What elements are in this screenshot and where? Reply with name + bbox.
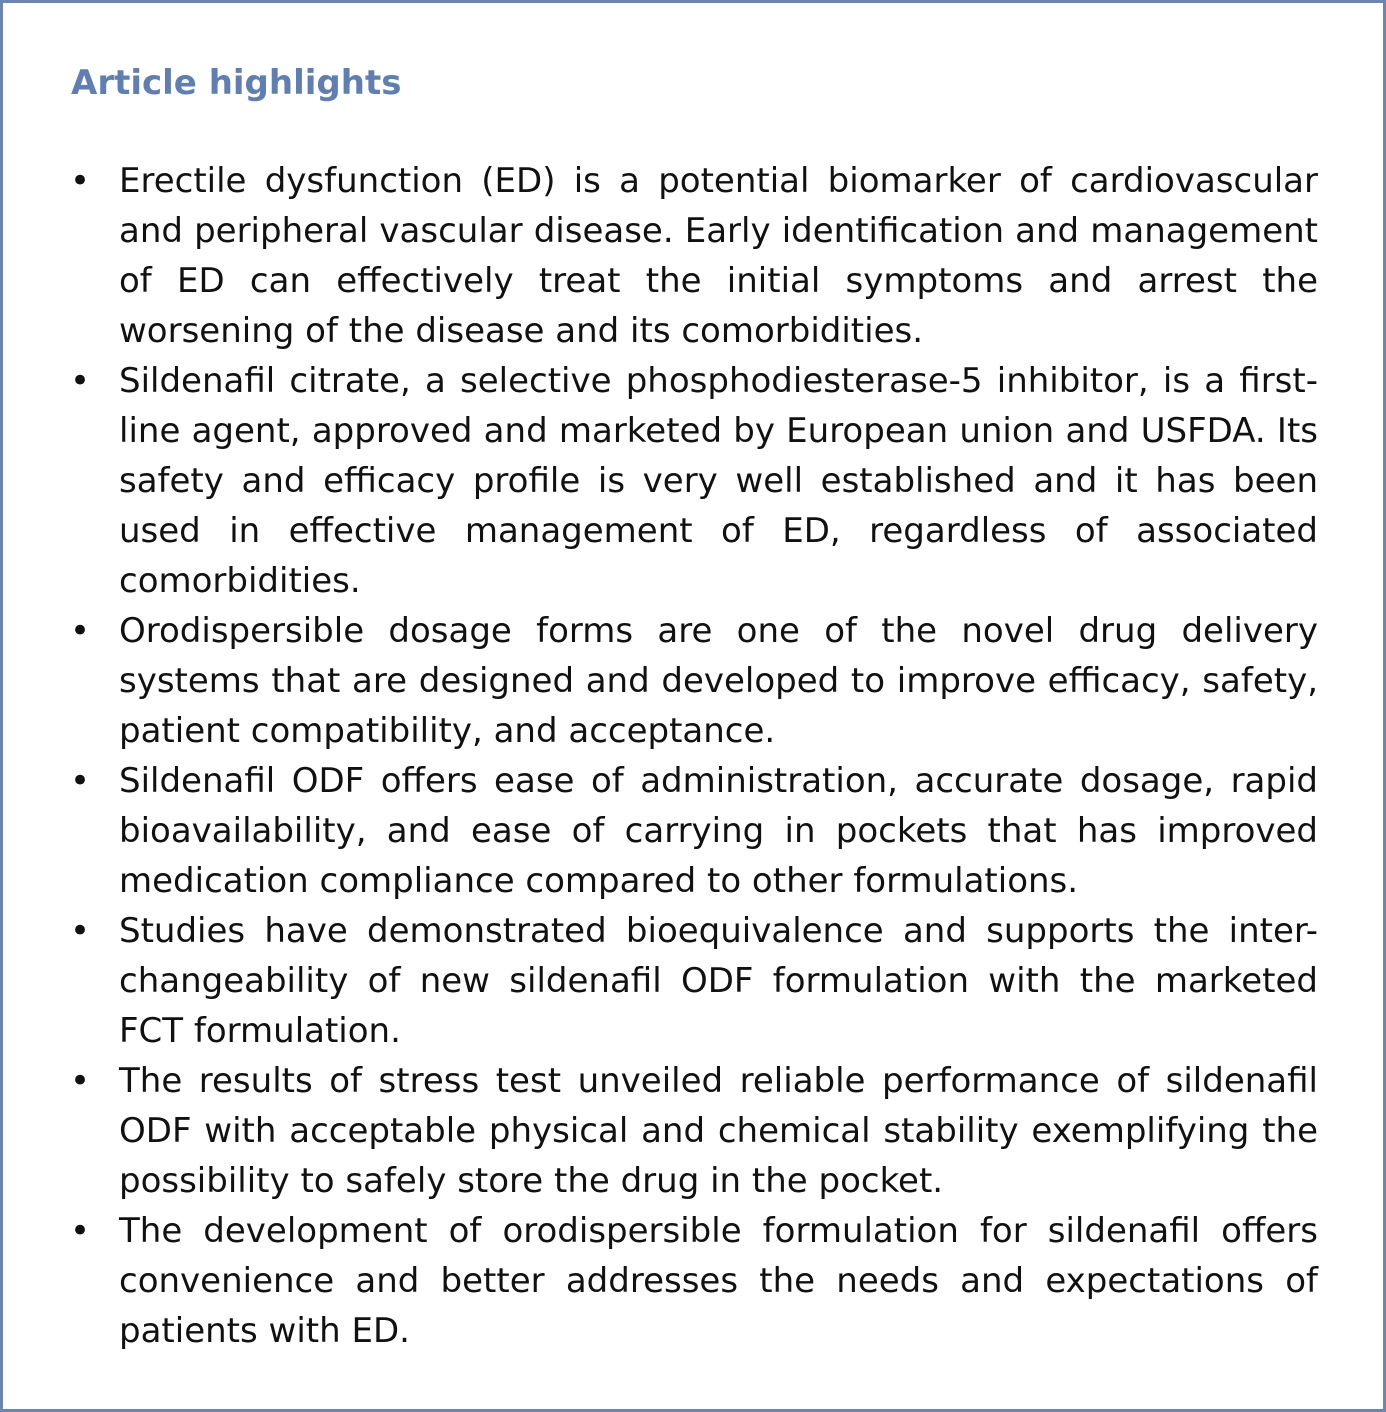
highlight-text: Sildenafil ODF offers ease of administration, accurate dosage, rapid bioavailability, and ease of carrying in pockets that has improved medication compliance compared to other formulations. (119, 761, 1318, 901)
bullet-icon: • (70, 761, 91, 801)
highlight-text: The development of orodispersible formulation for sildenafil offers convenience and better addresses the needs and expectations of patients with ED. (119, 1211, 1318, 1351)
list-item (70, 606, 1318, 756)
bullet-icon: • (70, 611, 91, 651)
bullet-icon: • (70, 1211, 91, 1251)
highlight-text: The results of stress test unveiled reliable performance of sildenafil ODF with acceptable physical and chemical stability exemplifying the possibility to safely store the drug in the pocket. (119, 1061, 1318, 1201)
highlight-text: Studies have demonstrated bioequivalence and supports the inter-changeability of new sildenafil ODF formulation with the marketed FCT formulation. (119, 911, 1318, 1051)
list-item (70, 906, 1318, 1056)
bullet-icon: • (70, 1061, 91, 1101)
list-item (70, 156, 1318, 356)
list-item (70, 1206, 1318, 1356)
highlight-text: Sildenafil citrate, a selective phosphodiesterase-5 inhibitor, is a first-line agent, approved and marketed by European union and USFDA. Its safety and efficacy profile is very well established and it has been used in effective management of ED, regardless of associated comorbidities. (119, 361, 1318, 601)
bullet-icon: • (70, 911, 91, 951)
list-item (70, 1056, 1318, 1206)
bullet-icon: • (70, 361, 91, 401)
highlight-text: Erectile dysfunction (ED) is a potential biomarker of cardiovascular and peripheral vascular disease. Early identification and management of ED can effectively treat the initial symptoms and arrest the worsening of the disease and its comorbidities. (119, 161, 1318, 351)
section-title: Article highlights (71, 63, 402, 103)
highlights-list (70, 156, 1318, 1356)
highlight-text: Orodispersible dosage forms are one of the novel drug delivery systems that are designed and developed to improve efficacy, safety, patient compatibility, and acceptance. (119, 611, 1318, 751)
bullet-icon: • (70, 161, 91, 201)
list-item (70, 756, 1318, 906)
list-item (70, 356, 1318, 606)
